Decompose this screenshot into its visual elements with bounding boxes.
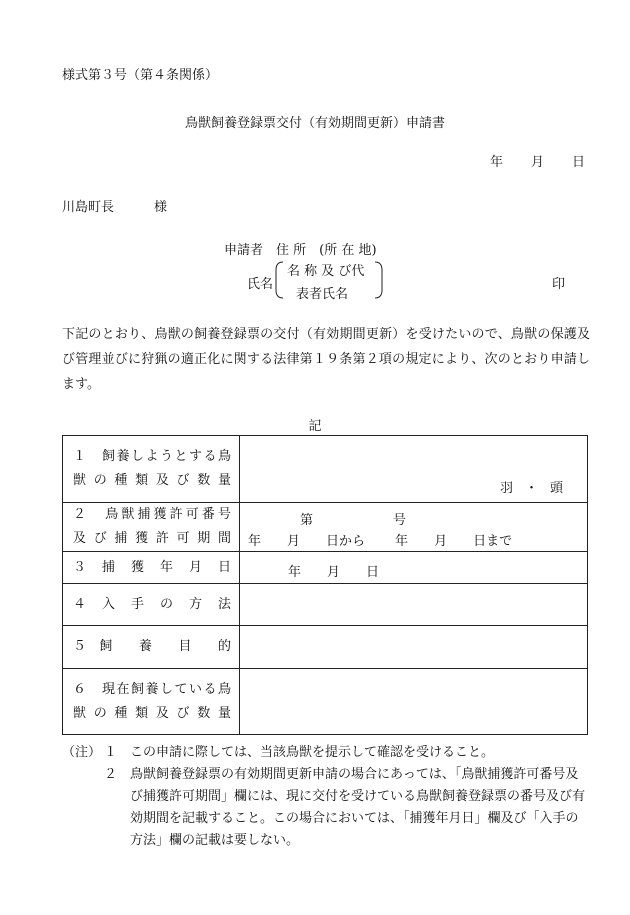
table-row: [63, 669, 588, 735]
table-row: [63, 436, 588, 503]
unit-label: [488, 477, 563, 496]
date-day: 日: [571, 155, 585, 170]
row-label-line: ４ 入 手 の 方 法: [73, 596, 231, 612]
species-quantity-field[interactable]: [240, 436, 588, 503]
date-year: 年: [489, 155, 503, 170]
capture-month: 月: [327, 565, 341, 580]
row-label: [63, 669, 240, 735]
application-table: [62, 435, 588, 735]
capture-day: 日: [366, 565, 380, 580]
table-row: [63, 552, 588, 584]
honorific: 様: [154, 200, 168, 215]
applicant-name-label: 氏名: [247, 277, 274, 292]
row-label: [63, 584, 240, 626]
period-month-2: 月: [434, 534, 448, 549]
seal-mark: 印: [552, 277, 566, 292]
unit-ha: 羽: [499, 481, 513, 496]
unit-separator: ・: [524, 481, 538, 496]
body-paragraph: 下記のとおり、鳥獣の飼養登録票の交付（有効期間更新）を受けたいので、鳥獣の保護及び管理並びに狩猟の適正化に関する法律第１９条第２項の規定により、次のとおり申請します。: [62, 327, 590, 392]
notes-heading: （注）: [62, 745, 102, 760]
capture-date-field[interactable]: [240, 552, 588, 584]
addressee: [62, 201, 167, 214]
row-label-line: ２ 鳥獣捕獲許可番号: [73, 507, 231, 522]
period-month-1: 月: [287, 534, 301, 549]
period-year-1: 年: [248, 534, 262, 549]
row-label: [63, 503, 240, 552]
form-number-label: 様式第３号（第４条関係）: [62, 68, 219, 83]
note-number: ２: [104, 767, 118, 782]
date-line: [490, 156, 585, 169]
capture-year: 年: [288, 565, 302, 580]
capture-date-line: [288, 561, 405, 580]
date-month: 月: [530, 155, 544, 170]
permit-dai: 第: [300, 513, 314, 528]
table-row: [63, 503, 588, 552]
permit-period-line: [248, 530, 512, 549]
permit-number-period-field[interactable]: [240, 503, 588, 552]
purpose-field[interactable]: [240, 626, 588, 669]
row-label-line: ３ 捕 獲 年 月 日: [73, 559, 231, 575]
table-row: [63, 584, 588, 626]
permit-go: 号: [393, 513, 407, 528]
row-label-line: ６ 現在飼養している鳥: [73, 681, 231, 697]
acquisition-method-field[interactable]: [240, 584, 588, 626]
ki-heading: 記: [308, 419, 322, 434]
table-row: [63, 626, 588, 669]
current-species-field[interactable]: [240, 669, 588, 735]
name-subtitle-1: 名 称 及 び代: [287, 264, 365, 279]
row-label-line: ５ 飼 養 目 的: [73, 639, 231, 654]
period-year-2: 年: [395, 534, 409, 549]
row-label-line: 及び捕獲許可期間: [73, 531, 231, 546]
row-label: [63, 436, 240, 503]
note-text: 鳥獣飼養登録票の有効期間更新申請の場合にあっては、｢鳥獣捕獲許可番号及び捕獲許可期間」欄には、現に交付を受けている鳥獣飼養登録票の番号及び有効期間を記載すること。この場合においては、｢捕獲年月日」欄及び「入手の方法」欄の記載は要しない。: [130, 767, 586, 848]
applicant-address-label: 申請者 住 所 (所 在 地): [224, 243, 377, 258]
row-label-line: 獣の種類及び数量: [73, 705, 231, 721]
note-number: １: [104, 745, 118, 760]
note-text: この申請に際しては、当該鳥獣を提示して確認を受けること。: [130, 745, 495, 760]
row-label-line: １ 飼養しようとする鳥: [73, 449, 231, 464]
document-title: 鳥獣飼養登録票交付（有効期間更新）申請書: [184, 116, 445, 131]
addressee-name: 川島町長: [62, 200, 115, 215]
row-label-line: 獣の種類及び数量: [73, 473, 231, 488]
name-subtitle-2: 表者氏名: [296, 287, 349, 302]
period-from: 日から: [326, 534, 366, 549]
row-label: [63, 552, 240, 584]
period-until: 日まで: [473, 534, 513, 549]
unit-to: 頭: [549, 481, 563, 496]
permit-number-line: [300, 509, 406, 528]
row-label: [63, 626, 240, 669]
